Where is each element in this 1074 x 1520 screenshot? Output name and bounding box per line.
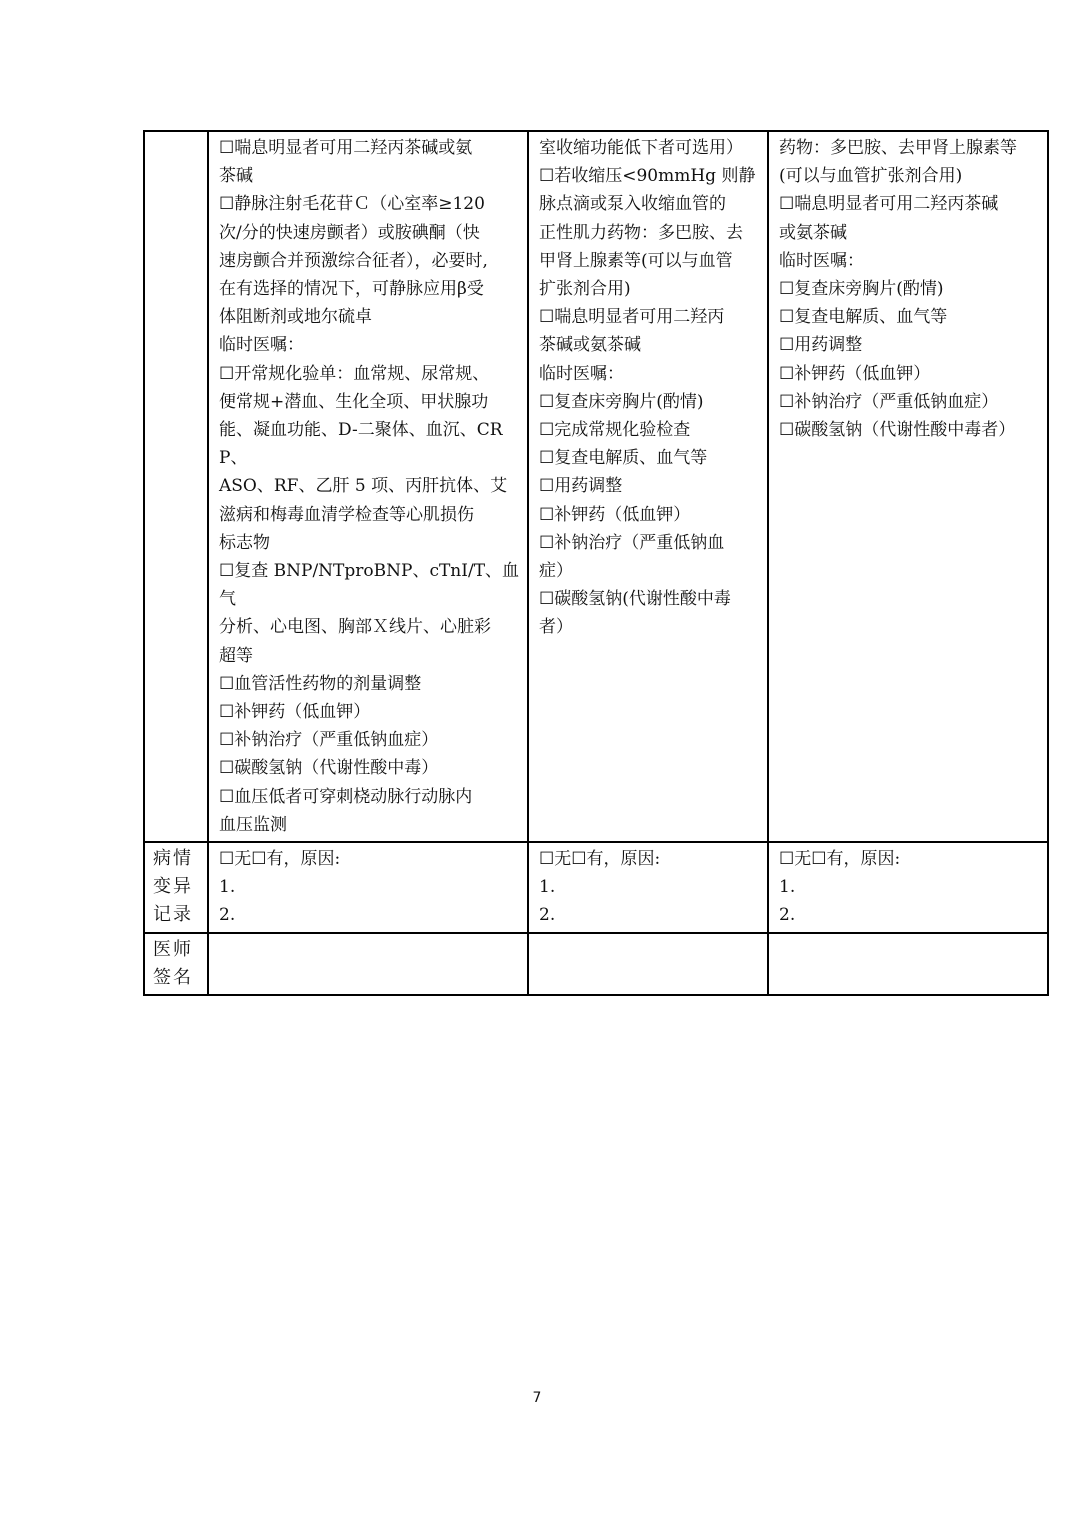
variance-cell-col2[interactable] xyxy=(528,842,768,933)
orders-cell-col1-line: 滋病和梅毒血清学检查等心肌损伤 xyxy=(219,504,474,525)
orders-cell-col3-line: ☐喘息明显者可用二羟丙茶碱 xyxy=(779,194,999,215)
variance-cell-col1[interactable] xyxy=(208,842,528,933)
orders-cell-col2-line: 临时医嘱： xyxy=(539,363,624,384)
orders-cell-col1-line: ☐开常规化验单：血常规、尿常规、 xyxy=(219,363,490,384)
orders-cell-col2-line: ☐复查床旁胸片(酌情) xyxy=(539,391,704,412)
orders-cell-col1-line: 临时医嘱： xyxy=(219,335,304,356)
orders-cell-col3-line: 药物：多巴胺、去甲肾上腺素等 xyxy=(779,138,1017,158)
orders-cell-col1-line: 体阻断剂或地尔硫卓 xyxy=(219,307,372,328)
orders-cell-col3-line: (可以与血管扩张剂合用) xyxy=(779,166,963,187)
variance-record-label xyxy=(144,842,208,933)
orders-cell-col3-line: ☐碳酸氢钠（代谢性酸中毒者） xyxy=(779,420,1016,441)
orders-cell-col3-line: ☐补钠治疗（严重低钠血症） xyxy=(779,391,999,412)
orders-cell-col1-line: 分析、心电图、胸部Ｘ线片、心脏彩 xyxy=(219,617,491,638)
orders-cell-col2-line: ☐补钾药（低血钾） xyxy=(539,504,691,525)
variance-cell-col3-line: 1. xyxy=(779,877,796,898)
orders-cell-col3-line: ☐复查电解质、血气等 xyxy=(779,307,948,328)
orders-cell-col2-line: ☐碳酸氢钠(代谢性酸中毒 xyxy=(539,589,731,610)
orders-cell-col2-line: 扩张剂合用) xyxy=(539,279,631,300)
orders-cell-col2-line: ☐喘息明显者可用二羟丙 xyxy=(539,307,725,328)
orders-cell-col3-line: 临时医嘱： xyxy=(779,250,864,271)
orders-cell-col1-line: 超等 xyxy=(219,645,253,666)
orders-cell-col1-line: ☐补钾药（低血钾） xyxy=(219,702,371,723)
orders-cell-col1-line: ☐血压低者可穿刺桡动脉行动脉内 xyxy=(219,786,473,807)
physician-signature-label xyxy=(144,933,208,995)
variance-record-label-line: 变异 xyxy=(153,876,193,898)
orders-cell-col2-line: ☐复查电解质、血气等 xyxy=(539,448,708,469)
physician-signature-label-line: 医师 xyxy=(153,938,193,960)
orders-cell-col2-line: 室收缩功能低下者可选用） xyxy=(539,138,743,158)
orders-cell-col2-line: 正性肌力药物：多巴胺、去 xyxy=(539,222,743,243)
physician-signature-row xyxy=(144,933,1048,995)
variance-cell-col1-line: 2. xyxy=(219,905,236,926)
variance-cell-col2-line: 2. xyxy=(539,905,556,926)
orders-cell-col2-line: 甲肾上腺素等(可以与血管 xyxy=(539,250,733,271)
orders-cell-col1 xyxy=(208,131,528,842)
orders-cell-col1-line: 茶碱 xyxy=(219,166,253,187)
orders-cell-col2-line: 茶碱或氨茶碱 xyxy=(539,335,641,356)
orders-cell-col1-line: ☐补钠治疗（严重低钠血症） xyxy=(219,730,439,751)
page-number: 7 xyxy=(532,1390,542,1406)
orders-cell-col2-line: ☐若收缩压<90mmHg 则静 xyxy=(539,166,756,187)
clinical-pathway-table xyxy=(143,130,1049,996)
variance-record-label-line: 病情 xyxy=(153,848,193,870)
orders-cell-col1-line: ☐喘息明显者可用二羟丙茶碱或氨 xyxy=(219,138,473,158)
variance-cell-col1-line: ☐无☐有，原因: xyxy=(219,849,341,870)
orders-cell-col3-line: ☐用药调整 xyxy=(779,335,863,356)
orders-cell-col3 xyxy=(768,131,1048,842)
orders-cell-col2-line: 脉点滴或泵入收缩血管的 xyxy=(539,194,726,215)
signature-cell-col1[interactable] xyxy=(208,933,528,995)
orders-cell-col2-line: 者） xyxy=(539,617,573,638)
orders-cell-col2 xyxy=(528,131,768,842)
orders-cell-col2-line: ☐用药调整 xyxy=(539,476,623,497)
orders-cell-col1-line: 血压监测 xyxy=(219,814,287,835)
orders-cell-col1-line: 次/分的快速房颤者）或胺碘酮（快 xyxy=(219,222,480,243)
variance-cell-col3-line: ☐无☐有，原因: xyxy=(779,849,901,870)
variance-record-row xyxy=(144,842,1048,933)
orders-cell-col1-line: 便常规+潜血、生化全项、甲状腺功 xyxy=(219,391,489,412)
orders-cell-col1-line: ☐复查 BNP/NTproBNP、cTnI/T、血气 xyxy=(219,561,520,610)
variance-cell-col2-line: 1. xyxy=(539,877,556,898)
signature-cell-col2[interactable] xyxy=(528,933,768,995)
orders-cell-col1-line: 速房颤合并预激综合征者），必要时, xyxy=(219,250,488,271)
physician-signature-label-line: 签名 xyxy=(153,966,193,988)
orders-cell-col3-line: ☐复查床旁胸片(酌情) xyxy=(779,279,944,300)
variance-cell-col3-line: 2. xyxy=(779,905,796,926)
orders-cell-col1-line: 能、凝血功能、D-二聚体、血沉、CRP、 xyxy=(219,420,503,469)
orders-cell-col2-line: ☐完成常规化验检查 xyxy=(539,420,691,441)
variance-cell-col1-line: 1. xyxy=(219,877,236,898)
orders-cell-col1-line: ASO、RF、乙肝 5 项、丙肝抗体、艾 xyxy=(219,476,508,497)
orders-row-label xyxy=(144,131,208,842)
signature-cell-col3[interactable] xyxy=(768,933,1048,995)
variance-cell-col2-line: ☐无☐有，原因: xyxy=(539,849,661,870)
orders-cell-col1-line: ☐静脉注射毛花苷Ｃ（心室率≥120 xyxy=(219,194,485,215)
orders-row xyxy=(144,131,1048,842)
orders-cell-col2-line: ☐补钠治疗（严重低钠血 xyxy=(539,532,725,553)
orders-cell-col3-line: ☐补钾药（低血钾） xyxy=(779,363,931,384)
orders-cell-col1-line: ☐血管活性药物的剂量调整 xyxy=(219,673,422,694)
orders-cell-col1-line: ☐碳酸氢钠（代谢性酸中毒） xyxy=(219,758,439,779)
orders-cell-col1-line: 标志物 xyxy=(219,532,270,553)
variance-cell-col3[interactable] xyxy=(768,842,1048,933)
orders-cell-col1-line: 在有选择的情况下，可静脉应用β受 xyxy=(219,279,484,300)
variance-record-label-line: 记录 xyxy=(153,904,193,926)
orders-cell-col3-line: 或氨茶碱 xyxy=(779,222,847,243)
orders-cell-col2-line: 症） xyxy=(539,561,573,582)
